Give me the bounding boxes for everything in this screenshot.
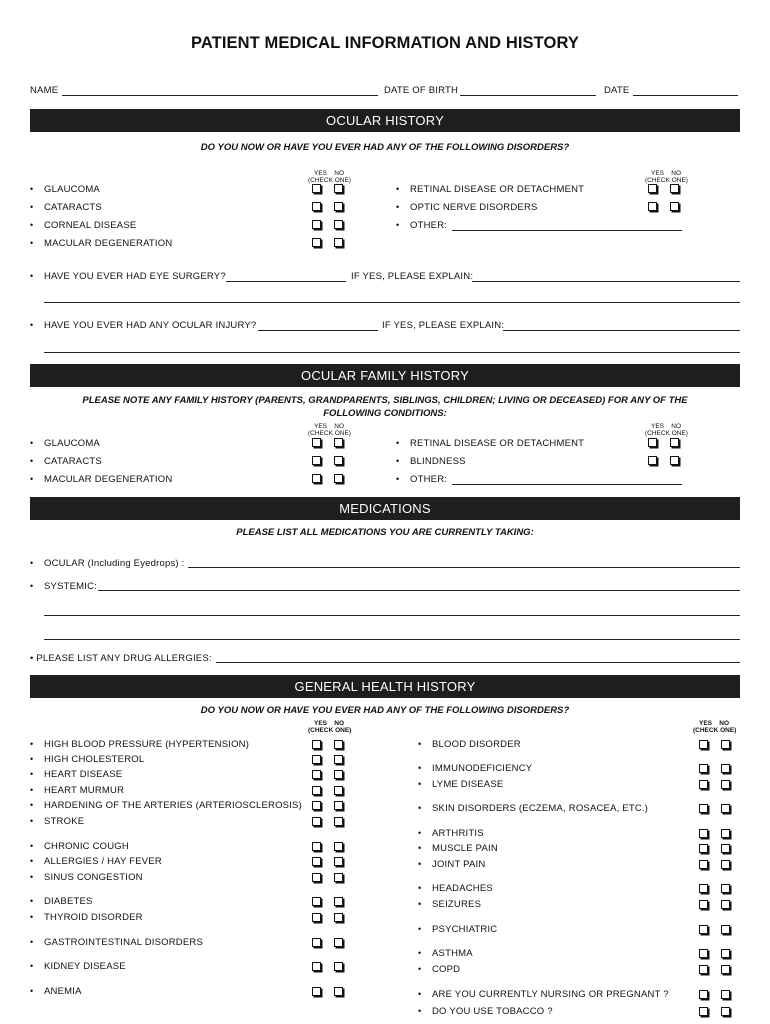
explain-label: IF YES, PLEASE EXPLAIN: xyxy=(351,271,474,282)
explain-label: IF YES, PLEASE EXPLAIN: xyxy=(382,320,505,331)
list-item: • ALLERGIES / HAY FEVER xyxy=(30,856,162,867)
yes-checkbox[interactable] xyxy=(648,456,657,465)
ocular-medications-label: • OCULAR (Including Eyedrops) : xyxy=(30,558,185,569)
yes-checkbox[interactable] xyxy=(699,740,708,749)
yes-checkbox[interactable] xyxy=(699,965,708,974)
ocular-injury-field[interactable] xyxy=(258,330,378,331)
general-health-heading: GENERAL HEALTH HISTORY xyxy=(30,675,740,698)
ocular-injury-label: • HAVE YOU EVER HAD ANY OCULAR INJURY? xyxy=(30,320,257,331)
no-checkbox[interactable] xyxy=(670,456,679,465)
no-checkbox[interactable] xyxy=(721,949,730,958)
yes-checkbox[interactable] xyxy=(648,202,657,211)
no-checkbox[interactable] xyxy=(334,474,343,483)
list-item: • SEIZURES xyxy=(418,899,482,910)
no-checkbox[interactable] xyxy=(721,804,730,813)
list-item: • BLINDNESS xyxy=(396,456,466,467)
no-checkbox[interactable] xyxy=(334,962,343,971)
eye-surgery-field[interactable] xyxy=(226,281,346,282)
no-checkbox[interactable] xyxy=(721,965,730,974)
no-checkbox[interactable] xyxy=(334,220,343,229)
list-item: • HEART MURMUR xyxy=(30,785,125,796)
other-field[interactable] xyxy=(452,484,682,485)
list-item: • GLAUCOMA xyxy=(30,184,100,195)
no-checkbox[interactable] xyxy=(334,202,343,211)
list-item: • THYROID DISORDER xyxy=(30,912,143,923)
list-item: • PSYCHIATRIC xyxy=(418,924,498,935)
list-item: • IMMUNODEFICIENCY xyxy=(418,763,533,774)
dob-label: DATE OF BIRTH xyxy=(384,85,459,96)
no-checkbox[interactable] xyxy=(334,987,343,996)
no-checkbox[interactable] xyxy=(670,184,679,193)
yes-checkbox[interactable] xyxy=(648,438,657,447)
list-item: • RETINAL DISEASE OR DETACHMENT xyxy=(396,184,585,195)
yes-checkbox[interactable] xyxy=(312,897,321,906)
yes-checkbox[interactable] xyxy=(312,474,321,483)
yes-checkbox[interactable] xyxy=(699,900,708,909)
list-item: • OTHER: xyxy=(396,474,448,485)
yes-checkbox[interactable] xyxy=(699,925,708,934)
no-checkbox[interactable] xyxy=(334,938,343,947)
list-item: • HIGH BLOOD PRESSURE (HYPERTENSION) xyxy=(30,739,250,750)
drug-allergies-label: • PLEASE LIST ANY DRUG ALLERGIES: xyxy=(30,653,212,664)
yes-checkbox[interactable] xyxy=(699,764,708,773)
no-checkbox[interactable] xyxy=(334,873,343,882)
no-checkbox[interactable] xyxy=(334,770,343,779)
no-checkbox[interactable] xyxy=(721,764,730,773)
yes-checkbox[interactable] xyxy=(699,829,708,838)
list-item: • HEART DISEASE xyxy=(30,769,123,780)
family-history-heading: OCULAR FAMILY HISTORY xyxy=(30,364,740,387)
no-checkbox[interactable] xyxy=(334,817,343,826)
medications-heading: MEDICATIONS xyxy=(30,497,740,520)
systemic-medications-field-3[interactable] xyxy=(44,639,740,640)
yes-checkbox[interactable] xyxy=(699,804,708,813)
yes-no-header: YES NO (CHECK ONE) xyxy=(693,720,737,734)
no-checkbox[interactable] xyxy=(334,456,343,465)
no-checkbox[interactable] xyxy=(334,801,343,810)
yes-checkbox[interactable] xyxy=(699,844,708,853)
yes-checkbox[interactable] xyxy=(312,740,321,749)
yes-checkbox[interactable] xyxy=(312,238,321,247)
drug-allergies-field[interactable] xyxy=(216,662,740,663)
name-label: NAME xyxy=(30,85,59,96)
list-item: • HIGH CHOLESTEROL xyxy=(30,754,145,765)
yes-checkbox[interactable] xyxy=(312,873,321,882)
surgery-explain-field[interactable] xyxy=(472,281,740,282)
yes-no-header: YES NO (CHECK ONE) xyxy=(308,423,351,437)
eye-surgery-label: • HAVE YOU EVER HAD EYE SURGERY? xyxy=(30,271,226,282)
general-health-question: DO YOU NOW OR HAVE YOU EVER HAD ANY OF THE FOLLOWING DISORDERS? xyxy=(200,705,570,716)
no-checkbox[interactable] xyxy=(334,755,343,764)
yes-no-header: YES NO (CHECK ONE) xyxy=(308,720,352,734)
list-item: • STROKE xyxy=(30,816,85,827)
no-checkbox[interactable] xyxy=(334,786,343,795)
injury-explain-field[interactable] xyxy=(503,330,740,331)
systemic-medications-label: • SYSTEMIC: xyxy=(30,581,98,592)
list-item: • DIABETES xyxy=(30,896,93,907)
yes-checkbox[interactable] xyxy=(312,456,321,465)
yes-checkbox[interactable] xyxy=(312,184,321,193)
no-checkbox[interactable] xyxy=(721,844,730,853)
yes-checkbox[interactable] xyxy=(312,801,321,810)
no-checkbox[interactable] xyxy=(334,897,343,906)
yes-checkbox[interactable] xyxy=(699,860,708,869)
no-checkbox[interactable] xyxy=(721,780,730,789)
family-history-question-2: FOLLOWING CONDITIONS: xyxy=(323,408,447,419)
list-item: • MACULAR DEGENERATION xyxy=(30,474,173,485)
list-item: • GLAUCOMA xyxy=(30,438,100,449)
yes-no-header: YES NO (CHECK ONE) xyxy=(308,170,351,184)
yes-checkbox[interactable] xyxy=(699,990,708,999)
no-checkbox[interactable] xyxy=(334,913,343,922)
list-item: • SKIN DISORDERS (ECZEMA, ROSACEA, ETC.) xyxy=(418,803,649,814)
yes-checkbox[interactable] xyxy=(312,938,321,947)
date-label: DATE xyxy=(604,85,630,96)
list-item: • SINUS CONGESTION xyxy=(30,872,143,883)
list-item: • HARDENING OF THE ARTERIES (ARTERIOSCLEROSIS) xyxy=(30,800,302,811)
no-checkbox[interactable] xyxy=(334,740,343,749)
systemic-medications-field-2[interactable] xyxy=(44,615,740,616)
yes-checkbox[interactable] xyxy=(699,949,708,958)
list-item: • ANEMIA xyxy=(30,986,82,997)
yes-no-header: YES NO (CHECK ONE) xyxy=(645,423,688,437)
no-checkbox[interactable] xyxy=(721,1007,730,1016)
list-item: • CORNEAL DISEASE xyxy=(30,220,137,231)
no-checkbox[interactable] xyxy=(721,925,730,934)
no-checkbox[interactable] xyxy=(334,857,343,866)
dob-field[interactable] xyxy=(460,95,596,96)
no-checkbox[interactable] xyxy=(334,184,343,193)
no-checkbox[interactable] xyxy=(334,238,343,247)
page-title: PATIENT MEDICAL INFORMATION AND HISTORY xyxy=(191,34,579,52)
yes-checkbox[interactable] xyxy=(312,962,321,971)
list-item: • COPD xyxy=(418,964,461,975)
yes-checkbox[interactable] xyxy=(312,817,321,826)
no-checkbox[interactable] xyxy=(721,829,730,838)
yes-checkbox[interactable] xyxy=(312,202,321,211)
medications-question: PLEASE LIST ALL MEDICATIONS YOU ARE CURRENTLY TAKING: xyxy=(236,527,534,538)
no-checkbox[interactable] xyxy=(721,884,730,893)
list-item: • KIDNEY DISEASE xyxy=(30,961,126,972)
list-item: • ARTHRITIS xyxy=(418,828,484,839)
no-checkbox[interactable] xyxy=(334,842,343,851)
list-item: • OTHER: xyxy=(396,220,448,231)
injury-explain-field-2[interactable] xyxy=(44,352,740,353)
yes-checkbox[interactable] xyxy=(699,884,708,893)
ocular-medications-field[interactable] xyxy=(188,567,740,568)
list-item: • RETINAL DISEASE OR DETACHMENT xyxy=(396,438,585,449)
yes-checkbox[interactable] xyxy=(312,438,321,447)
no-checkbox[interactable] xyxy=(721,860,730,869)
no-checkbox[interactable] xyxy=(721,900,730,909)
yes-checkbox[interactable] xyxy=(312,755,321,764)
other-field[interactable] xyxy=(452,230,682,231)
yes-checkbox[interactable] xyxy=(312,913,321,922)
list-item: • ARE YOU CURRENTLY NURSING OR PREGNANT ? xyxy=(418,989,669,1000)
list-item: • CHRONIC COUGH xyxy=(30,841,129,852)
ocular-history-heading: OCULAR HISTORY xyxy=(30,109,740,132)
surgery-explain-field-2[interactable] xyxy=(44,302,740,303)
yes-no-header: YES NO (CHECK ONE) xyxy=(645,170,688,184)
list-item: • BLOOD DISORDER xyxy=(418,739,521,750)
list-item: • CATARACTS xyxy=(30,202,102,213)
list-item: • MUSCLE PAIN xyxy=(418,843,498,854)
list-item: • DO YOU USE TOBACCO ? xyxy=(418,1006,553,1017)
ocular-history-question: DO YOU NOW OR HAVE YOU EVER HAD ANY OF THE FOLLOWING DISORDERS? xyxy=(200,142,570,153)
list-item: • HEADACHES xyxy=(418,883,493,894)
list-item: • OPTIC NERVE DISORDERS xyxy=(396,202,538,213)
no-checkbox[interactable] xyxy=(721,740,730,749)
yes-checkbox[interactable] xyxy=(312,220,321,229)
no-checkbox[interactable] xyxy=(670,438,679,447)
yes-checkbox[interactable] xyxy=(312,786,321,795)
no-checkbox[interactable] xyxy=(334,438,343,447)
list-item: • CATARACTS xyxy=(30,456,102,467)
list-item: • ASTHMA xyxy=(418,948,473,959)
yes-checkbox[interactable] xyxy=(312,857,321,866)
systemic-medications-field[interactable] xyxy=(98,590,740,591)
yes-checkbox[interactable] xyxy=(312,842,321,851)
date-field[interactable] xyxy=(633,95,738,96)
yes-checkbox[interactable] xyxy=(312,987,321,996)
list-item: • GASTROINTESTINAL DISORDERS xyxy=(30,937,203,948)
list-item: • LYME DISEASE xyxy=(418,779,504,790)
no-checkbox[interactable] xyxy=(721,990,730,999)
name-field[interactable] xyxy=(62,95,378,96)
yes-checkbox[interactable] xyxy=(699,1007,708,1016)
yes-checkbox[interactable] xyxy=(648,184,657,193)
yes-checkbox[interactable] xyxy=(699,780,708,789)
list-item: • JOINT PAIN xyxy=(418,859,486,870)
family-history-question: PLEASE NOTE ANY FAMILY HISTORY (PARENTS, GRANDPARENTS, SIBLINGS, CHILDREN; LIVING OR DECEASED) FOR ANY OF THE xyxy=(82,395,688,406)
yes-checkbox[interactable] xyxy=(312,770,321,779)
no-checkbox[interactable] xyxy=(670,202,679,211)
list-item: • MACULAR DEGENERATION xyxy=(30,238,173,249)
